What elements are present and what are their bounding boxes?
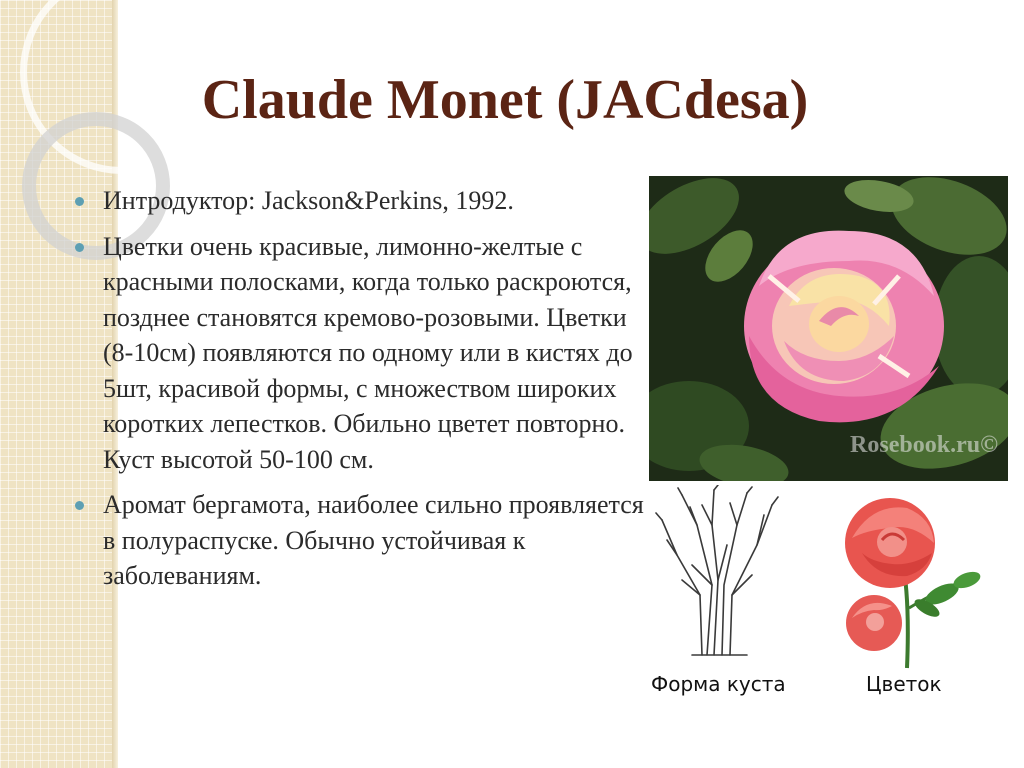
bullet-text: Интродуктор: Jackson&Perkins, 1992. xyxy=(103,186,514,215)
bush-caption: Форма куста xyxy=(651,672,786,696)
slide-title: Claude Monet (JACdesa) xyxy=(201,69,809,131)
bullet-dot-icon xyxy=(75,501,84,510)
bullet-item xyxy=(75,487,655,594)
bullet-text: Аромат бергамота, наиболее сильно проявляется в полураспуске. Обычно устойчивая к заболеваниям. xyxy=(103,490,644,590)
bullet-dot-icon xyxy=(75,197,84,206)
flower-caption: Цветок xyxy=(866,672,942,696)
rose-photo xyxy=(649,176,1008,481)
bullet-text: Цветки очень красивые, лимонно-желтые с красными полосками, когда только раскроются, позднее становятся кремово-розовыми. Цветки (8-10см) появляются по одному или в кистях до 5шт, красивой формы, с множеством широких коротких лепестков. Обильно цветет повторно. Куст высотой 50-100 см. xyxy=(103,231,633,474)
bush-shape-illustration xyxy=(652,485,787,660)
bullet-list xyxy=(75,183,655,604)
bullet-dot-icon xyxy=(75,243,84,252)
photo-watermark: Rosebook.ru© xyxy=(850,432,998,458)
bullet-item xyxy=(75,229,655,478)
flower-illustration xyxy=(832,498,990,670)
bullet-item xyxy=(75,183,655,219)
